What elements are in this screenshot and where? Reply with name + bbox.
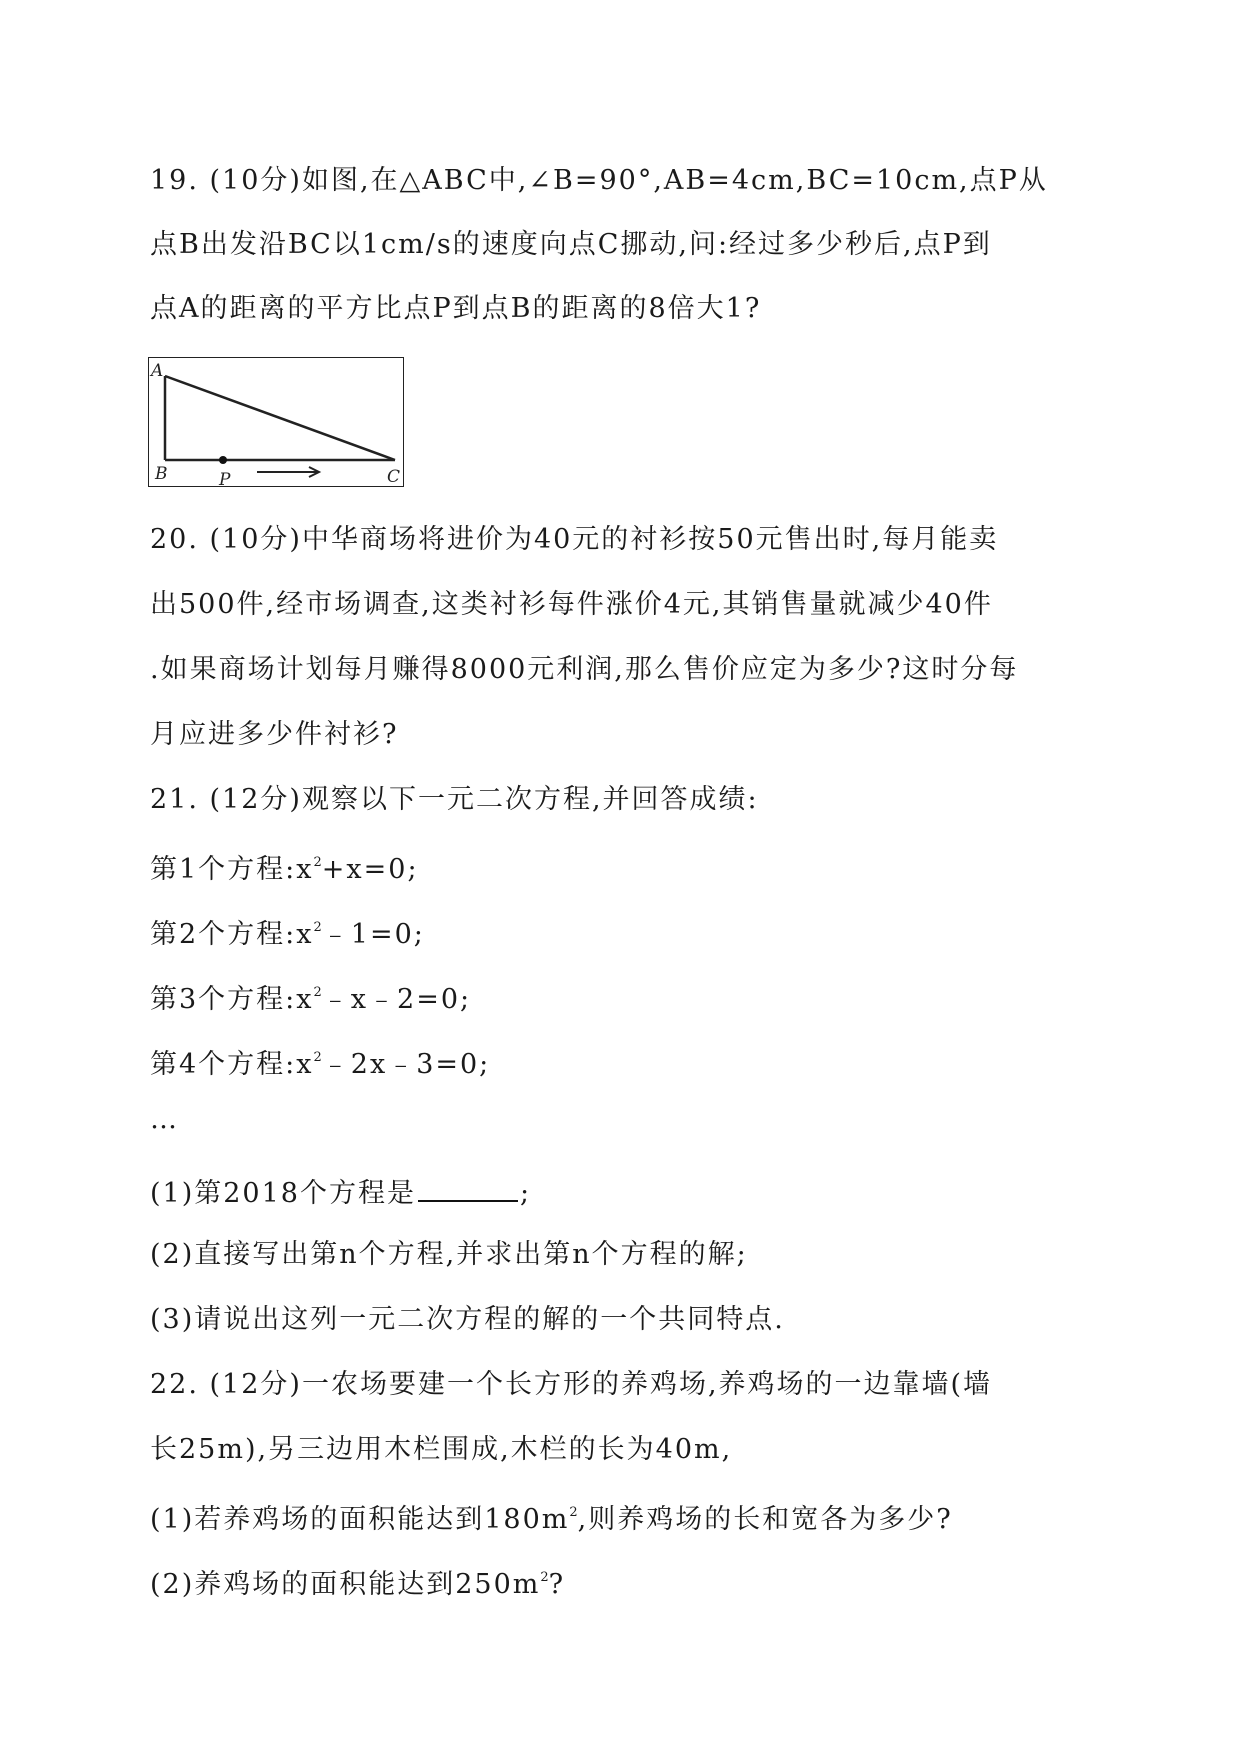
q22-part2-suffix: ? bbox=[548, 1569, 566, 1600]
eq3-exponent: 2 bbox=[313, 985, 322, 1000]
q19-line-3: 点A的距离的平方比点P到点B的距离的8倍大1? bbox=[150, 293, 762, 324]
q22-part-1 bbox=[150, 1497, 953, 1538]
triangle-diagram bbox=[149, 358, 405, 488]
q22-part2-prefix: (2)养鸡场的面积能达到250m bbox=[150, 1569, 541, 1600]
q22-part1-exponent: 2 bbox=[569, 1505, 578, 1520]
part1-suffix: ; bbox=[519, 1178, 532, 1209]
q21-part-1 bbox=[150, 1172, 531, 1212]
answer-blank bbox=[418, 1172, 518, 1202]
eq4-suffix: ﹣2x﹣3=0; bbox=[321, 1049, 491, 1080]
q22-part1-prefix: (1)若养鸡场的面积能达到180m bbox=[150, 1504, 570, 1535]
q19-line-2: 点B出发沿BC以1cm/s的速度向点C挪动,问:经过多少秒后,点P到 bbox=[150, 229, 992, 260]
eq3-suffix: ﹣x﹣2=0; bbox=[321, 984, 472, 1015]
eq1-suffix: +x=0; bbox=[321, 854, 419, 885]
q22-part-2 bbox=[150, 1562, 565, 1603]
q21-ellipsis: … bbox=[150, 1104, 179, 1135]
q21-equation-4 bbox=[150, 1042, 490, 1083]
q22-part1-suffix: ,则养鸡场的长和宽各为多少? bbox=[577, 1504, 953, 1535]
label-a: A bbox=[151, 361, 166, 381]
q21-equation-2 bbox=[150, 912, 425, 953]
q21-equation-3 bbox=[150, 977, 471, 1018]
eq3-prefix: 第3个方程:x bbox=[150, 984, 314, 1015]
eq2-exponent: 2 bbox=[313, 920, 322, 935]
label-p: P bbox=[219, 470, 233, 488]
eq1-prefix: 第1个方程:x bbox=[150, 854, 314, 885]
point-p bbox=[219, 456, 227, 464]
q21-part-3: (3)请说出这列一元二次方程的解的一个共同特点. bbox=[150, 1304, 785, 1335]
q21-equation-1 bbox=[150, 847, 419, 888]
q20-line-1: 20. (10分)中华商场将进价为40元的衬衫按50元售出时,每月能卖 bbox=[150, 524, 999, 555]
side-ac bbox=[165, 376, 395, 460]
triangle-figure bbox=[148, 357, 404, 487]
q20-line-3: .如果商场计划每月赚得8000元利润,那么售价应定为多少?这时分每 bbox=[150, 654, 1019, 685]
q19-line-1: 19. (10分)如图,在△ABC中,∠B=90°,AB=4cm,BC=10cm,点P从 bbox=[150, 165, 1048, 196]
label-b: B bbox=[155, 464, 170, 484]
eq4-prefix: 第4个方程:x bbox=[150, 1049, 314, 1080]
q20-line-4: 月应进多少件衬衫? bbox=[150, 719, 399, 750]
label-c: C bbox=[387, 467, 403, 487]
eq2-prefix: 第2个方程:x bbox=[150, 919, 314, 950]
eq2-suffix: ﹣1=0; bbox=[321, 919, 425, 950]
q20-line-2: 出500件,经市场调查,这类衬衫每件涨价4元,其销售量就减少40件 bbox=[150, 589, 993, 620]
q21-line-1: 21. (12分)观察以下一元二次方程,并回答成绩: bbox=[150, 784, 759, 815]
q22-line-1: 22. (12分)一农场要建一个长方形的养鸡场,养鸡场的一边靠墙(墙 bbox=[150, 1369, 993, 1400]
eq1-exponent: 2 bbox=[313, 855, 322, 870]
eq4-exponent: 2 bbox=[313, 1050, 322, 1065]
part1-prefix: (1)第2018个方程是 bbox=[150, 1178, 416, 1209]
q21-part-2: (2)直接写出第n个方程,并求出第n个方程的解; bbox=[150, 1239, 748, 1270]
q22-part2-exponent: 2 bbox=[540, 1570, 549, 1585]
q22-line-2: 长25m),另三边用木栏围成,木栏的长为40m, bbox=[150, 1434, 733, 1465]
